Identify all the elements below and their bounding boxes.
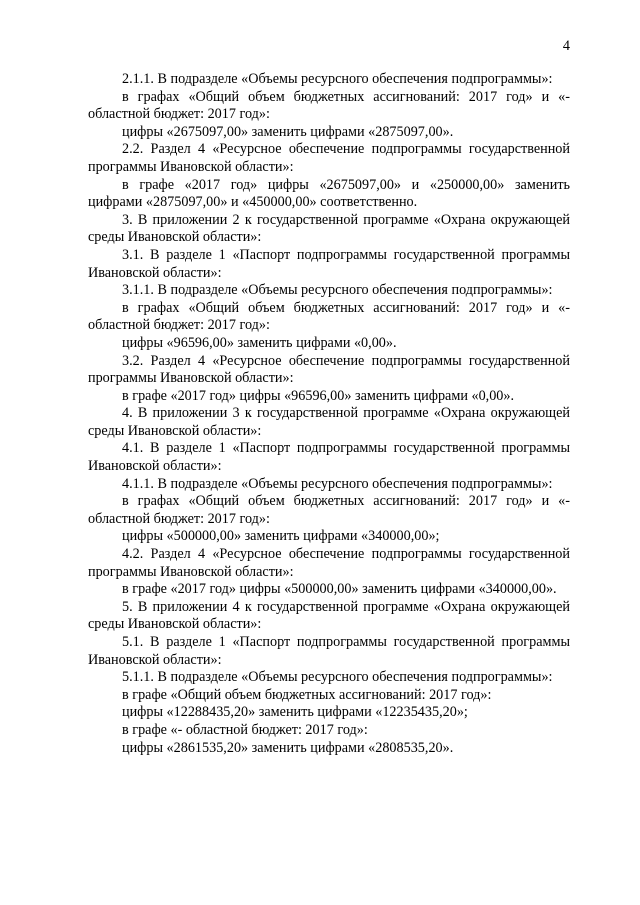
page-number: 4 bbox=[562, 38, 570, 54]
paragraph: 3.2. Раздел 4 «Ресурсное обеспечение подпрограммы государственной программы Ивановской области»: bbox=[88, 352, 570, 387]
paragraph: цифры «12288435,20» заменить цифрами «12235435,20»; bbox=[122, 704, 468, 721]
paragraph: 3.1. В разделе 1 «Паспорт подпрограммы государственной программы Ивановской области»: bbox=[88, 246, 570, 281]
paragraph: цифры «96596,00» заменить цифрами «0,00». bbox=[122, 334, 397, 351]
paragraph: в графе «2017 год» цифры «500000,00» заменить цифрами «340000,00». bbox=[122, 581, 557, 598]
paragraph: в графе «2017 год» цифры «96596,00» заменить цифрами «0,00». bbox=[122, 387, 515, 404]
paragraph: 4.1.1. В подразделе «Объемы ресурсного обеспечения подпрограммы»: bbox=[122, 475, 553, 492]
paragraph: 3.1.1. В подразделе «Объемы ресурсного обеспечения подпрограммы»: bbox=[122, 282, 553, 299]
paragraph: в графе «2017 год» цифры «2675097,00» и «250000,00» заменить цифрами «2875097,00» и «450000,00» соответственно. bbox=[88, 176, 570, 211]
paragraph: 5. В приложении 4 к государственной программе «Охрана окружающей среды Ивановской области»: bbox=[88, 598, 570, 633]
paragraph: в графах «Общий объем бюджетных ассигнований: 2017 год» и «- областной бюджет: 2017 год»: bbox=[88, 299, 570, 334]
paragraph: 4. В приложении 3 к государственной программе «Охрана окружающей среды Ивановской области»: bbox=[88, 405, 570, 439]
paragraph: в графе «Общий объем бюджетных ассигнований: 2017 год»: bbox=[122, 686, 492, 703]
paragraph: цифры «2861535,20» заменить цифрами «2808535,20». bbox=[122, 739, 454, 756]
paragraph: цифры «500000,00» заменить цифрами «340000,00»; bbox=[122, 528, 440, 545]
paragraph: 2.1.1. В подразделе «Объемы ресурсного обеспечения подпрограммы»: bbox=[122, 71, 553, 87]
paragraph: 4.1. В разделе 1 «Паспорт подпрограммы государственной программы Ивановской области»: bbox=[88, 440, 570, 475]
paragraph: 3. В приложении 2 к государственной программе «Охрана окружающей среды Ивановской области»: bbox=[88, 211, 570, 246]
paragraph: 5.1. В разделе 1 «Паспорт подпрограммы государственной программы Ивановской области»: bbox=[88, 634, 570, 668]
paragraph: в графах «Общий объем бюджетных ассигнований: 2017 год» и «- областной бюджет: 2017 год»: bbox=[88, 88, 570, 123]
paragraph: цифры «2675097,00» заменить цифрами «2875097,00». bbox=[122, 123, 454, 140]
paragraph: 2.2. Раздел 4 «Ресурсное обеспечение подпрограммы государственной программы Ивановской области»: bbox=[88, 141, 570, 175]
paragraph: 4.2. Раздел 4 «Ресурсное обеспечение подпрограммы государственной программы Ивановской области»: bbox=[88, 546, 570, 580]
paragraph: в графах «Общий объем бюджетных ассигнований: 2017 год» и «- областной бюджет: 2017 год»: bbox=[88, 493, 570, 527]
paragraph: в графе «- областной бюджет: 2017 год»: bbox=[122, 721, 368, 738]
paragraph: 5.1.1. В подразделе «Объемы ресурсного обеспечения подпрограммы»: bbox=[122, 669, 553, 686]
document-body bbox=[88, 71, 570, 757]
